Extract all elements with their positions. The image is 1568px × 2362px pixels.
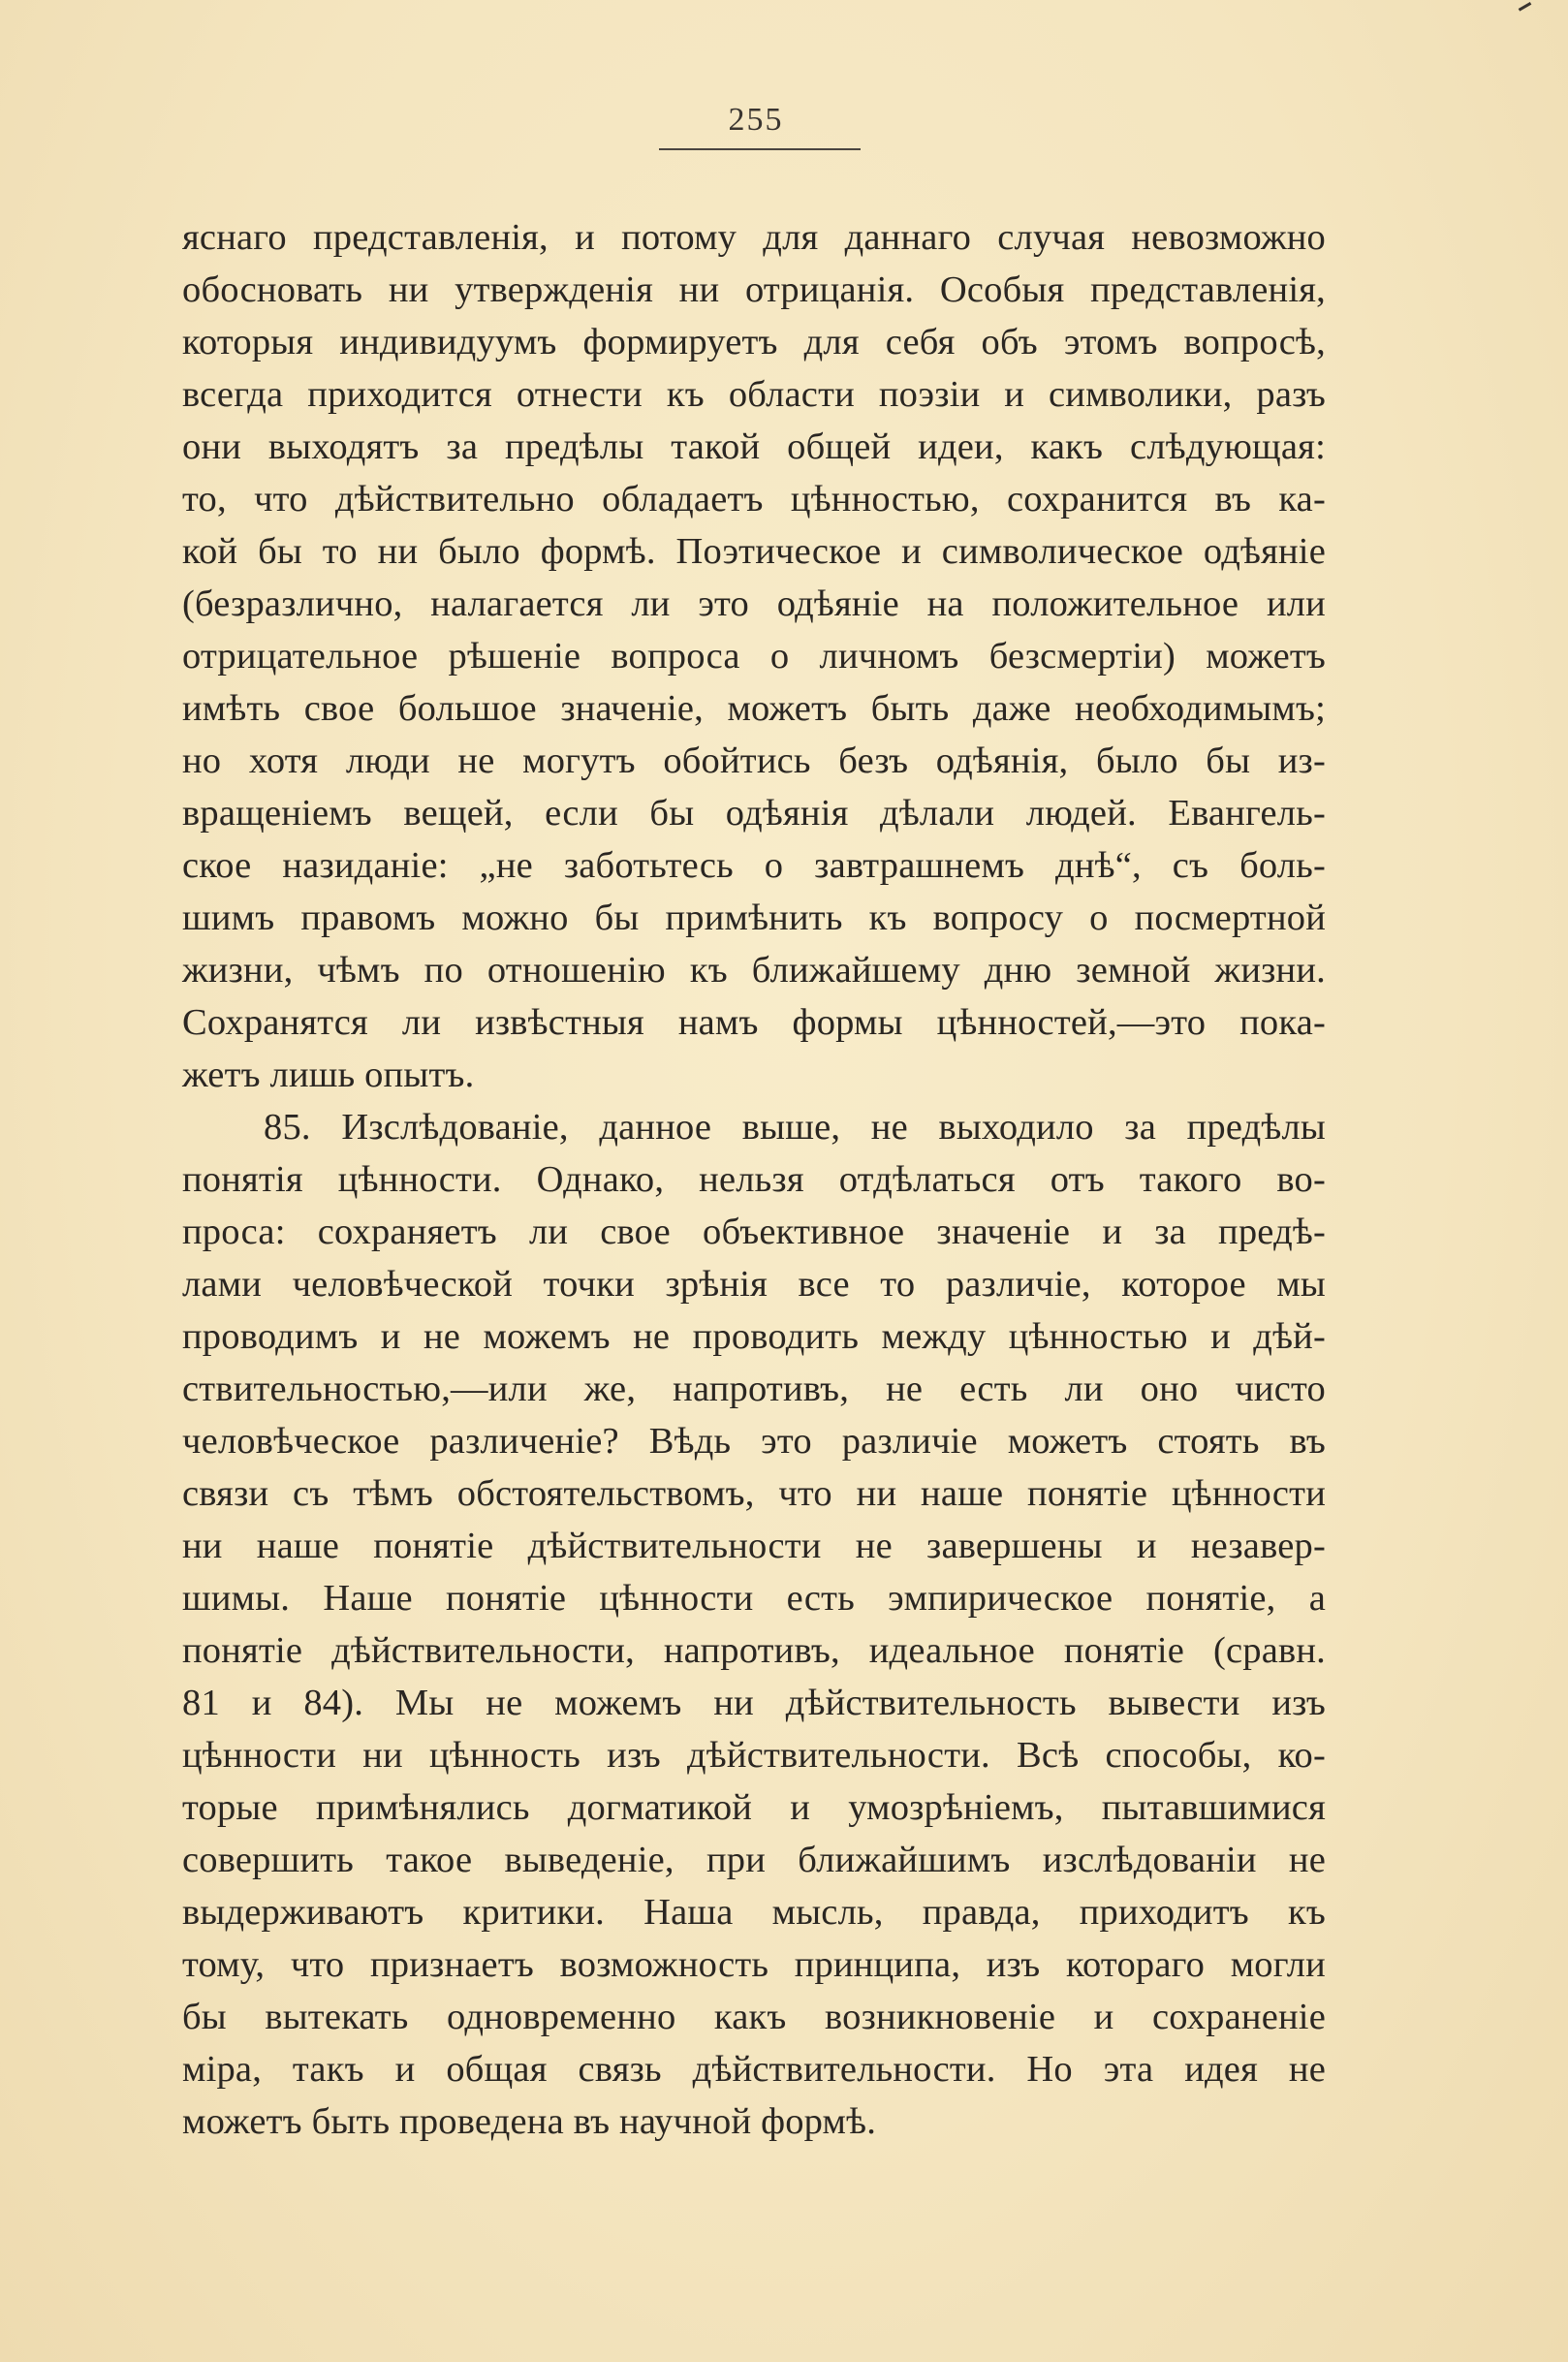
- page-number: 255: [728, 102, 784, 138]
- paragraph-2: [182, 1101, 1326, 2148]
- text-line: тому, что признаетъ возможность принципа, изъ котораго могли: [182, 1944, 1326, 1985]
- text-line: Сохранятся ли извѣстныя намъ формы цѣнностей,—это пока-: [182, 1002, 1326, 1043]
- text-line: шимы. Наше понятіе цѣнности есть эмпирическое понятіе, а: [182, 1578, 1326, 1619]
- text-line: всегда приходится отнести къ области поэзіи и символики, разъ: [182, 374, 1326, 415]
- text-line: которыя индивидуумъ формируетъ для себя объ этомъ вопросѣ,: [182, 322, 1326, 362]
- text-line: можетъ быть проведена въ научной формѣ.: [182, 2101, 877, 2142]
- text-line: обосновать ни утвержденія ни отрицанія. Особыя представленія,: [182, 269, 1326, 310]
- text-line: понятіе дѣйствительности, напротивъ, идеальное понятіе (сравн.: [182, 1630, 1326, 1671]
- text-line: 81 и 84). Мы не можемъ ни дѣйствительность вывести изъ: [182, 1683, 1326, 1723]
- text-line: лами человѣческой точки зрѣнія все то различіе, которое мы: [182, 1264, 1326, 1305]
- text-line: міра, такъ и общая связь дѣйствительности. Но эта идея не: [182, 2049, 1326, 2090]
- text-line: ствительностью,—или же, напротивъ, не есть ли оно чисто: [182, 1369, 1326, 1409]
- corner-mark: [1514, 0, 1532, 12]
- text-line: человѣческое различеніе? Вѣдь это различіе можетъ стоять въ: [182, 1421, 1326, 1462]
- text-line: они выходятъ за предѣлы такой общей идеи, какъ слѣдующая:: [182, 426, 1326, 467]
- body-text: [182, 211, 1326, 2148]
- text-line: вращеніемъ вещей, если бы одѣянія дѣлали людей. Евангель-: [182, 793, 1326, 834]
- text-line: проса: сохраняетъ ли свое объективное значеніе и за предѣ-: [182, 1212, 1326, 1252]
- paragraph-1: [182, 211, 1326, 1101]
- text-line: имѣть свое большое значеніе, можетъ быть даже необходимымъ;: [182, 688, 1326, 729]
- text-line: выдерживаютъ критики. Наша мысль, правда, приходитъ къ: [182, 1892, 1326, 1933]
- text-line: жизни, чѣмъ по отношенію къ ближайшему дню земной жизни.: [182, 950, 1326, 991]
- text-line: проводимъ и не можемъ не проводить между цѣнностью и дѣй-: [182, 1316, 1326, 1357]
- text-line: то, что дѣйствительно обладаетъ цѣнностью, сохранится въ ка-: [182, 479, 1326, 520]
- text-line: жетъ лишь опытъ.: [182, 1055, 475, 1095]
- text-line: (безразлично, налагается ли это одѣяніе на положительное или: [182, 583, 1326, 624]
- header-rule: [659, 148, 861, 150]
- text-line: понятія цѣнности. Однако, нельзя отдѣлаться отъ такого во-: [182, 1159, 1326, 1200]
- text-line: торые примѣнялись догматикой и умозрѣніемъ, пытавшимися: [182, 1787, 1326, 1828]
- text-line: бы вытекать одновременно какъ возникновеніе и сохраненіе: [182, 1997, 1326, 2037]
- text-line: совершить такое выведеніе, при ближайшимъ изслѣдованіи не: [182, 1840, 1326, 1880]
- text-line: но хотя люди не могутъ обойтись безъ одѣянія, было бы из-: [182, 740, 1326, 781]
- text-line: 85. Изслѣдованіе, данное выше, не выходило за предѣлы: [264, 1107, 1326, 1148]
- text-line: кой бы то ни было формѣ. Поэтическое и символическое одѣяніе: [182, 531, 1326, 572]
- text-line: ское назиданіе: „не заботьтесь о завтрашнемъ днѣ“, съ боль-: [182, 845, 1326, 886]
- text-line: цѣнности ни цѣнность изъ дѣйствительности. Всѣ способы, ко-: [182, 1735, 1326, 1776]
- text-line: шимъ правомъ можно бы примѣнить къ вопросу о посмертной: [182, 898, 1326, 938]
- text-line: связи съ тѣмъ обстоятельствомъ, что ни наше понятіе цѣнности: [182, 1473, 1326, 1514]
- text-line: ни наше понятіе дѣйствительности не завершены и незавер-: [182, 1526, 1326, 1566]
- text-line: отрицательное рѣшеніе вопроса о личномъ безсмертіи) можетъ: [182, 636, 1326, 677]
- text-line: яснаго представленія, и потому для даннаго случая невозможно: [182, 217, 1326, 258]
